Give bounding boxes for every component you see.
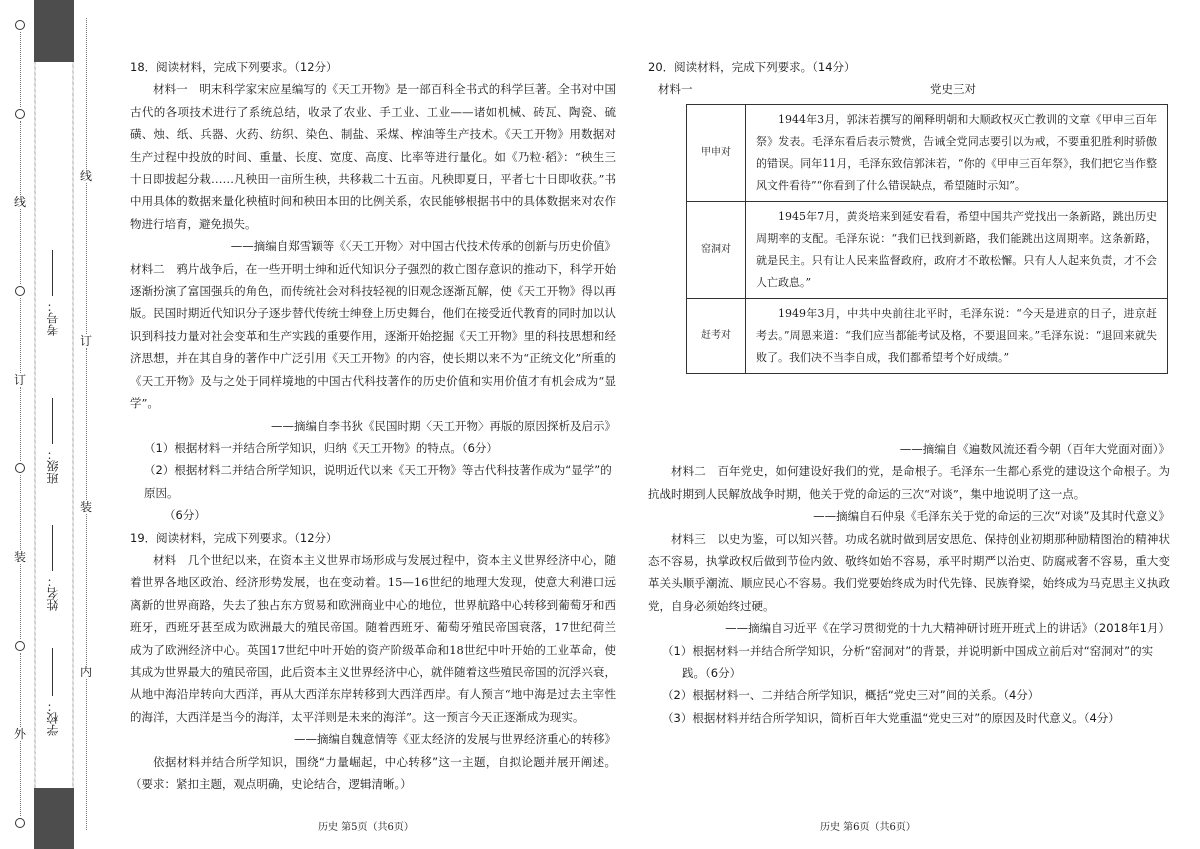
field-label-xingming: 姓名： xyxy=(46,575,60,611)
q18-ask-1: （1）根据材料一并结合所学知识，归纳《天工开物》的特点。（6分） xyxy=(144,440,498,455)
q20-material-2 xyxy=(648,460,1170,505)
outer-mark-ding: 订 xyxy=(14,372,27,387)
field-line xyxy=(52,250,53,296)
q20-ask-3: （3）根据材料并结合所学知识，简析百年大党重温“党史三对”的原因及时代意义。（4分） xyxy=(662,710,1120,725)
q20-ask-2: （2）根据材料一、二并结合所学知识，概括“党史三对”间的关系。（4分） xyxy=(662,688,1040,703)
q20-material-3-source: ——摘编自习近平《在学习贯彻党的十九大精神研讨班开班式上的讲话》（2018年1月） xyxy=(725,621,1170,636)
circle-marker xyxy=(15,818,25,828)
q20-rest xyxy=(648,438,1170,729)
q20-material-2-source: ——摘编自石仲泉《毛泽东关于党的命运的三次“对谈”及其时代意义》 xyxy=(813,509,1170,524)
circle-marker xyxy=(15,286,25,296)
table-row xyxy=(687,202,1168,299)
q19-ask: 依据材料并结合所学知识，围绕“力量崛起，中心转移”这一主题，自拟论题并展开阐述。（要求：紧扣主题，观点明确，史论结合，逻辑清晰。） xyxy=(130,754,616,791)
material-label: 材料 xyxy=(153,552,177,567)
material-label: 材料三 xyxy=(671,531,706,546)
outer-mark-zhuang: 装 xyxy=(14,550,27,565)
material-text: 鸦片战争后，在一些开明士绅和近代知识分子强烈的救亡图存意识的推动下，科学开始逐渐扮演了富国强兵的角色，而传统社会对科技轻视的旧观念逐渐瓦解，使《天工开物》得以再版。民国时期近代知识分子逐步替代传统士绅登上历史舞台，他们在接受近代教育的同时加以认识到科技力量对社会变革和生产实践的重要作用，逐渐开始挖掘《天工开物》里的科技思想和经济思想，并在其自身的著作中广泛引用《天工开物》的内容，使长期以来不为“正统文化”所重的《天工开物》及与之处于同样境地的中国古代科技著作的历史价值和实用价值才有机会成为“显学”。 xyxy=(130,261,617,411)
q20-ask-1: （1）根据材料一并结合所学知识，分析“窑洞对”的背景，并说明新中国成立前后对“窑洞对”的实 xyxy=(662,643,1154,658)
row-text: 1945年7月，黄炎培来到延安看看，希望中国共产党找出一条新路，跳出历史周期率的支配。毛泽东说：“我们已找到新路，我们能跳出这周期率。这条新路，就是民主。只有让人民来监督政府，政府才不敢松懈。只有人人起来负责，才不会人亡政息。” xyxy=(746,202,1168,299)
material-label: 材料一 xyxy=(153,82,188,97)
q20-ask-1-cont: 践。（6分） xyxy=(682,666,742,681)
q18-ask-2: （2）根据材料二并结合所学知识，说明近代以来《天工开物》等古代科技著作成为“显学”的原因。 xyxy=(144,463,612,500)
q18-header: 18．阅读材料，完成下列要求。（12分） xyxy=(130,60,338,74)
circle-marker xyxy=(15,20,25,30)
field-line xyxy=(52,525,53,571)
outer-mark-xian: 线 xyxy=(14,195,27,210)
field-label-banji: 班级： xyxy=(46,448,60,484)
field-line xyxy=(52,648,53,696)
q20-material-3 xyxy=(648,528,1170,618)
q19-header: 19．阅读材料，完成下列要求。（12分） xyxy=(130,530,338,545)
q18-material-1 xyxy=(130,78,616,235)
page-6-footer: 历史 第6页（共6页） xyxy=(820,822,916,833)
row-text: 1944年3月，郭沫若撰写的阐释明朝和大顺政权灭亡教训的文章《甲申三百年祭》发表。毛泽东看后表示赞赏，告诫全党同志要引以为戒，不要重犯胜利时骄傲的错误。同年11月，毛泽东致信郭沫若，“你的《甲申三百年祭》，我们把它当作整风文件看待”“你看到了什么错误缺点，希望随时示知”。 xyxy=(746,105,1168,202)
table-row xyxy=(687,299,1168,374)
table-title: 党史三对 xyxy=(930,82,976,97)
party-history-table xyxy=(686,104,1168,374)
q18-material-2 xyxy=(130,258,616,415)
q18-material-1-source: ——摘编自郑雪颖等《〈天工开物〉对中国古代技术传承的创新与历史价值》 xyxy=(230,239,616,254)
row-text: 1949年3月，中共中央前往北平时，毛泽东说：“今天是进京的日子，进京赶考去。”周恩来道：“我们应当都能考试及格，不要退回来。”毛泽东说：“退回来就失败了。我们决不当李自成，我们都希望考个好成绩。” xyxy=(746,299,1168,374)
q20-material-1-row xyxy=(648,78,1170,100)
material-text: 百年党史，如何建设好我们的党，是命根子。毛泽东一生都心系党的建设这个命根子。为抗战时期到人民解放战争时期，他关于党的命运的三次“对谈”，集中地说明了这一点。 xyxy=(648,464,1171,501)
material-label: 材料一 xyxy=(658,82,693,97)
circle-marker xyxy=(15,641,25,651)
inner-mark-xian: 线 xyxy=(80,169,93,184)
q19-material-source: ——摘编自魏意情等《亚太经济的发展与世界经济重心的转移》 xyxy=(294,732,616,747)
row-name: 赶考对 xyxy=(687,299,746,374)
q20-header: 20．阅读材料，完成下列要求。（14分） xyxy=(648,60,856,74)
outer-cut-line xyxy=(14,18,26,830)
inner-mark-ding: 订 xyxy=(80,334,93,349)
material-text: 明末科学家宋应星编写的《天工开物》是一部百科全书式的科学巨著。全书对中国古代的各项技术进行了系统总结，收录了农业、手工业、工业——诸如机械、砖瓦、陶瓷、硫磺、烛、纸、兵器、火药、纺织、染色、制盐、采煤、榨油等生产技术。《天工开物》用数据对生产过程中投放的时间、重量、长度、宽度、高度、比率等进行量化。如《乃粒·稻》：“秧生三十日即拔起分栽……凡秧田一亩所生秧，共移栽二十五亩。凡秧即夏日，平者七十日即收获。”书中用具体的数据来量化秧植时间和秧田本田的比例关系，农民能够根据书中的具体数据来对农作物进行培育，避免损失。 xyxy=(130,82,617,231)
material-text: 以史为鉴，可以知兴替。功成名就时做到居安思危、保持创业初期那种励精图治的精神状态不容易，执掌政权后做到节俭内敛、敬终如始不容易，承平时期严以治吏、防腐戒奢不容易，重大变革关头顺乎潮流、顺应民心不容易。我们党要始终成为时代先锋、民族脊梁，始终成为马克思主义执政党，自身必须始终过硬。 xyxy=(648,531,1171,613)
field-label-kaohao: 考号： xyxy=(46,300,60,336)
student-info-box xyxy=(36,62,72,788)
material-text: 几个世纪以来，在资本主义世界市场形成与发展过程中，资本主义世界经济中心，随着世界各地区政治、经济形势发展，也在变动着。15—16世纪的地理大发现，使意大利港口远离新的世界商路，失去了独占东方贸易和欧洲商业中心的地位，世界航路中心转移到葡萄牙和西班牙，西班牙甚至成为欧洲最大的殖民帝国。随着西班牙、葡萄牙殖民帝国衰落，17世纪荷兰成为了欧洲经济中心。英国17世纪中叶开始的资产阶级革命和18世纪中叶开始的工业革命，使其成为世界最大的殖民帝国，此后资本主义世界经济中心，就伴随着这些殖民帝国的沉浮兴衰，从地中海沿岸转向大西洋，再从大西洋东岸转移到大西洋西岸。有人预言“地中海是过去主宰性的海洋，大西洋是当今的海洋，太平洋则是未来的海洋”。这一预言今天正逐渐成为现实。 xyxy=(130,552,616,724)
row-name: 窑洞对 xyxy=(687,202,746,299)
inner-cut-line xyxy=(80,18,92,830)
page-6 xyxy=(648,56,1170,756)
material-label: 材料二 xyxy=(671,464,706,479)
field-label-xuexiao: 学校： xyxy=(46,700,60,736)
page-5-footer: 历史 第5页（共6页） xyxy=(318,822,414,833)
dark-cap-top xyxy=(34,0,74,62)
page-5 xyxy=(130,56,616,795)
q18-ask-2-score: （6分） xyxy=(164,508,206,523)
inner-mark-nei: 内 xyxy=(80,664,93,679)
dark-cap-bottom xyxy=(34,788,74,849)
table-row xyxy=(687,105,1168,202)
q19-material xyxy=(130,549,616,728)
binding-strip xyxy=(0,0,112,849)
circle-marker xyxy=(15,463,25,473)
q20-material-1-source: ——摘编自《遍数风流还看今朝（百年大党面对面）》 xyxy=(899,442,1170,456)
circle-marker xyxy=(15,109,25,119)
material-label: 材料二 xyxy=(130,261,165,276)
q18-material-2-source: ——摘编自李书狄《民国时期〈天工开物〉再版的原因探析及启示》 xyxy=(271,418,616,433)
inner-mark-zhuang: 装 xyxy=(80,499,93,514)
field-line xyxy=(52,398,53,444)
outer-mark-wai: 外 xyxy=(14,727,27,742)
row-name: 甲申对 xyxy=(687,105,746,202)
